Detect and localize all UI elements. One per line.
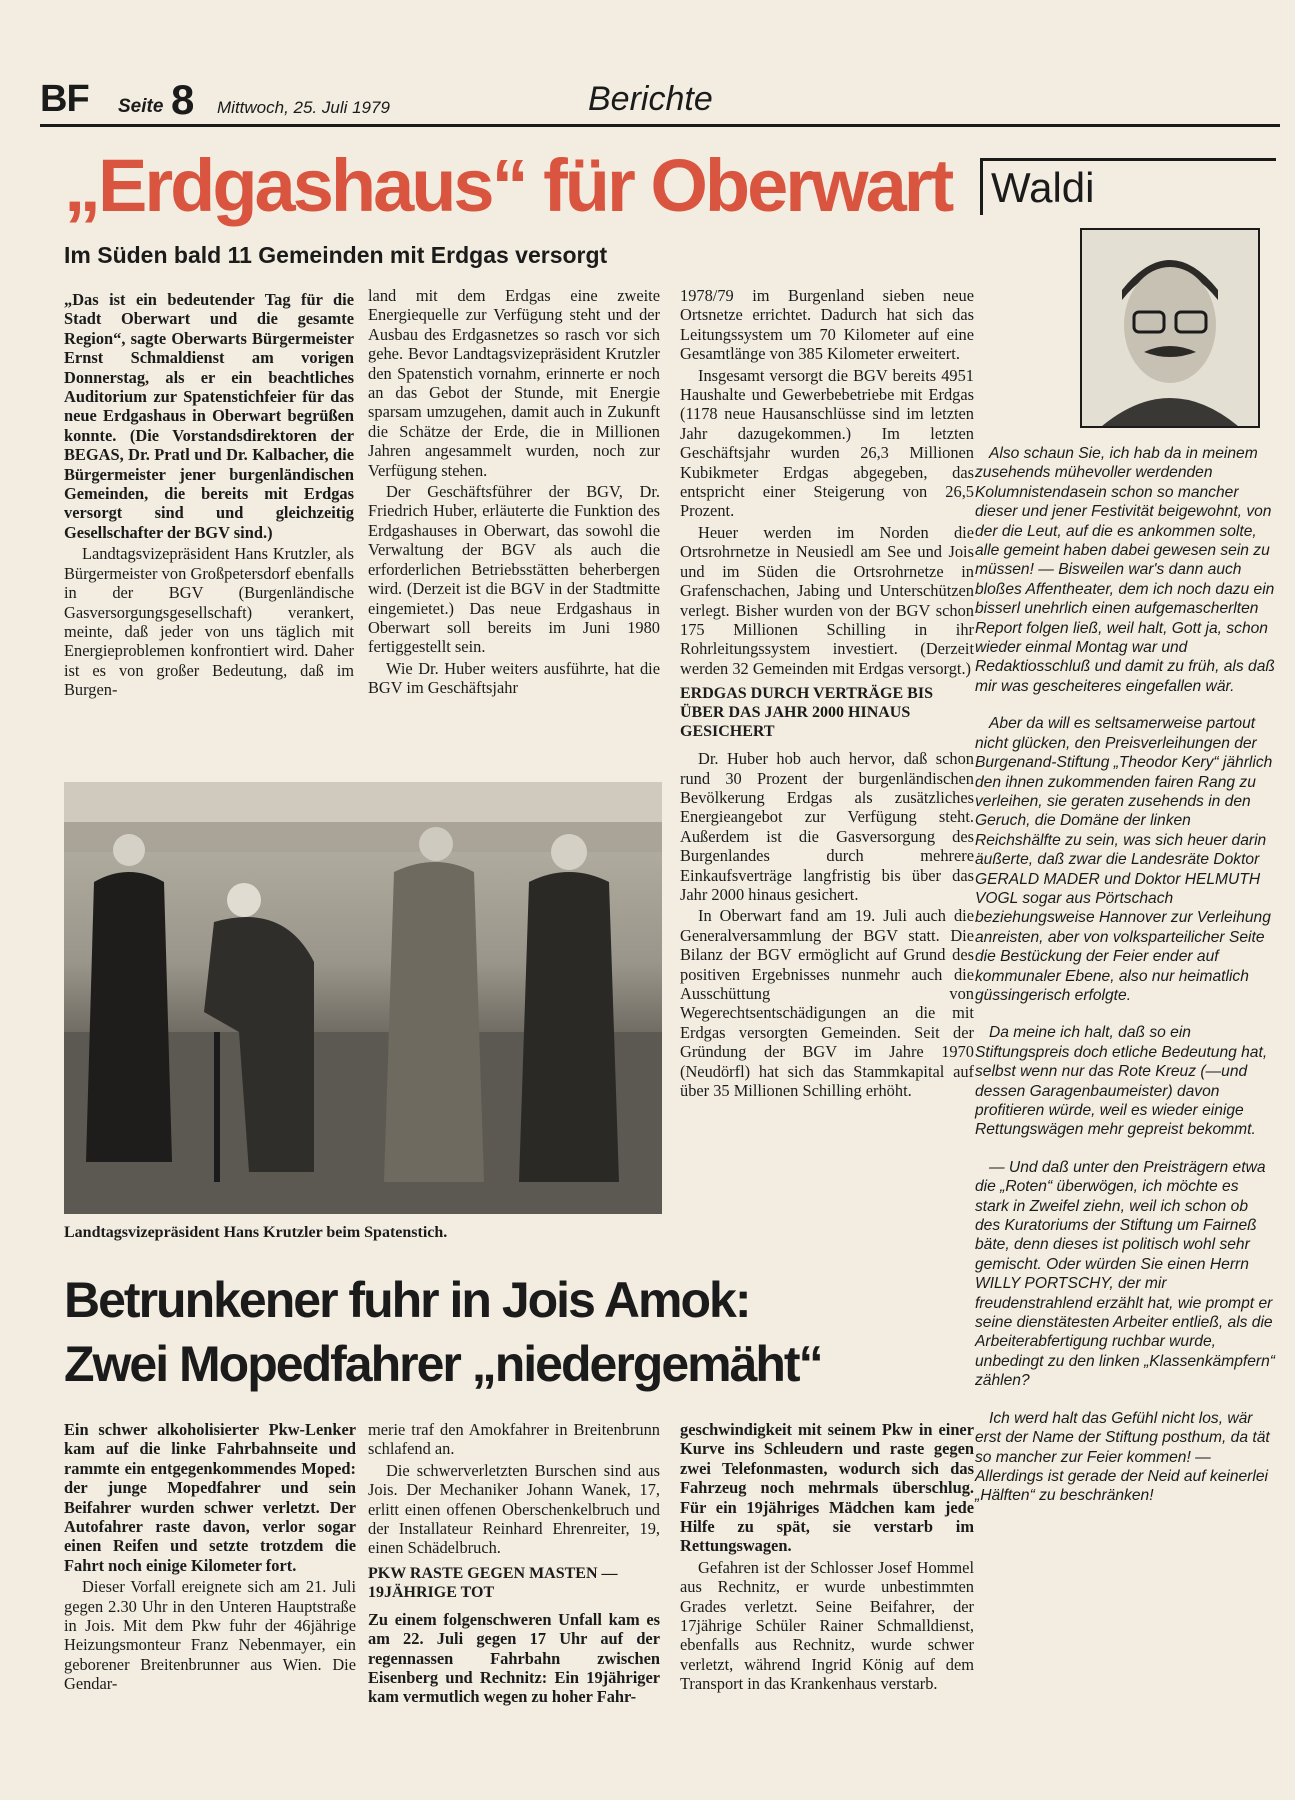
article1-paragraph: Wie Dr. Huber weiters ausführte, hat die BGV im Geschäftsjahr	[368, 658, 660, 698]
article2-paragraph: merie traf den Amokfahrer in Breitenbrunn schlafend an.	[368, 1420, 660, 1459]
page-label: Seite	[118, 96, 164, 117]
waldi-title: Waldi	[980, 158, 1276, 215]
article2-headline	[64, 1268, 976, 1396]
article1-paragraph: Dr. Huber hob auch hervor, daß schon rund 30 Prozent der burgenländischen Bevölkerung Erdgas als zusätzliches Energieangebot zur Verfügung steht. Außerdem ist die Gasversorgung des Burgenlandes durch mehrere Einkaufsverträge langfristig bis über das Jahr 2000 hinaus gesichert.	[680, 749, 974, 904]
article1-column-3	[680, 286, 974, 1102]
article2-headline-line1: Betrunkener fuhr in Jois Amok:	[64, 1272, 750, 1328]
article2-column-2	[368, 1420, 660, 1709]
photo-caption: Landtagsvizepräsident Hans Krutzler beim Spatenstich.	[64, 1224, 448, 1241]
waldi-paragraph: Da meine ich halt, daß so ein Stiftungspreis doch etliche Bedeutung hat, selbst wenn nur das Rote Kreuz (—und dessen Garagenbaumeister) davon profitieren würde, weil es wieder einige Rettungswägen mehr gepreist bekommt.	[975, 1024, 1268, 1139]
waldi-column-header	[980, 158, 1276, 428]
waldi-paragraph: — Und daß unter den Preisträgern etwa die „Roten“ überwögen, ich möchte es stark in Zweifel ziehn, weil ich schon ob des Kuratoriums der Stiftung um Fairneß bäte, denn dieses ist politisch wohl sehr gemischt. Oder würden Sie einen Herrn WILLY PORTSCHY, der mir freudenstrahlend erzählt hat, wie prompt er seine dienstätesten Arbeiter entließ, als die Arbeiterabfertigung ruchbar wurde, unbedingt zu den linken „Klassenkämpfern“ zählen?	[975, 1158, 1275, 1390]
article1-paragraph: land mit dem Erdgas eine zweite Energiequelle zur Verfügung steht und der Ausbau des Erdgasnetzes so rasch vor sich gehe. Bevor Landtagsvizepräsident Krutzler den Spatenstich vornahm, erinnerte er noch an das Gebot der Stunde, mit Energie sparsam umzugehen, damit auch in Zukunft die Schätze der Erde, die in Millionen Jahren angesammelt wurden, noch zur Verfügung stehen.	[368, 286, 660, 480]
waldi-column-text	[975, 444, 1275, 1524]
article1-column-1	[64, 290, 354, 702]
article2-paragraph: Gefahren ist der Schlosser Josef Hommel aus Rechnitz, er wurde unbestimmten Grades verletzt. Seine Beifahrer, der 17jährige Schüler Rainer Schmalldienst, ebenfalls aus Rechnitz, wurde schwer verletzt, während Ingrid König auf dem Transport in das Krankenhaus verstarb.	[680, 1557, 974, 1694]
article2-lead: Ein schwer alkoholisierter Pkw-Lenker kam auf die linke Fahrbahnseite und rammte ein entgegenkommendes Moped: der junge Mopedfahrer und sein Beifahrer wurden schwer verletzt. Der Autofahrer raste davon, verlor sogar einen Reifen und setzte trotzdem die Fahrt noch einige Kilometer fort.	[64, 1420, 356, 1575]
article2-column-1	[64, 1420, 356, 1696]
article1-paragraph: Landtagsvizepräsident Hans Krutzler, als Bürgermeister von Großpetersdorf ebenfalls in der BGV (Burgenländische Gasversorgungsgesellschaft) verankert, meinte, daß jeder von uns täglich mit Energieproblemen konfrontiert wird. Daher ist es von großer Bedeutung, daß im Burgen-	[64, 544, 354, 700]
article2-subheading: PKW RASTE GEGEN MASTEN — 19JÄHRIGE TOT	[368, 1564, 618, 1601]
article2-lead-2: Zu einem folgenschweren Unfall kam es am 22. Juli gegen 17 Uhr auf der regennassen Fahrbahn zwischen Eisenberg und Rechnitz: Ein 19jähriger kam vermutlich wegen zu hoher Fahr-	[368, 1609, 660, 1707]
article2-paragraph: Die schwerverletzten Burschen sind aus Jois. Der Mechaniker Johann Wanek, 17, erlitt einen offenen Oberschenkelbruch und der Installateur Reinhard Ehrenreiter, 19, einen Schädelbruch.	[368, 1460, 660, 1558]
issue-date: Mittwoch, 25. Juli 1979	[217, 98, 390, 117]
article2-headline-line2: Zwei Mopedfahrer „niedergemäht“	[64, 1336, 822, 1392]
columnist-portrait	[1080, 228, 1260, 428]
portrait-illustration	[1082, 230, 1258, 426]
photo-illustration	[64, 782, 662, 1214]
article1-paragraph: In Oberwart fand am 19. Juli auch die Generalversammlung der BGV statt. Die Bilanz der BGV ermöglicht auf Grund des positiven Ergebnisses nunmehr auch die Ausschüttung von Wegerechtsentschädigungen an die mit Erdgas versorgten Gemeinden. Seit der Gründung der BGV im Jahre 1970 (Neudörfl) hat sich das Stammkapital auf über 35 Millionen Schilling erhöht.	[680, 906, 974, 1101]
article1-lead: „Das ist ein bedeutender Tag für die Stadt Oberwart und die gesamte Region“, sagte Oberwarts Bürgermeister Ernst Schmaldienst am vorigen Donnerstag, als er ein beachtliches Auditorium zur Spatenstichfeier für das neue Erdgashaus in Oberwart begrüßen konnte. (Die Vorstandsdirektoren der BEGAS, Dr. Pratl und Dr. Kalbacher, die Bürgermeister jener burgenländischen Gemeinden, die bereits mit Erdgas versorgt sind und gleichzeitig Gesellschafter der BGV sind.)	[64, 290, 354, 542]
article1-subhead: Im Süden bald 11 Gemeinden mit Erdgas versorgt	[64, 242, 608, 268]
header-rule	[40, 124, 1280, 127]
article1-column-2	[368, 286, 660, 700]
article1-paragraph: Der Geschäftsführer der BGV, Dr. Friedrich Huber, erläuterte die Funktion des Erdgashauses in Oberwart, das sowohl die Verwaltung der BGV als auch die erforderlichen Betriebsstätten beherbergen wird. (Derzeit ist die BGV in der Stadtmitte eingemietet.) Das neue Erdgashaus in Oberwart soll bereits im Juni 1980 fertiggestellt sein.	[368, 482, 660, 657]
newspaper-logo: BF	[40, 78, 89, 120]
waldi-paragraph: Ich werd halt das Gefühl nicht los, wär erst der Name der Stiftung posthum, da tät so mancher zur Feier kommen! — Allerdings ist gerade der Neid auf keinerlei „Hälften“ zu beschränken!	[975, 1409, 1270, 1505]
ground-breaking-photo	[64, 782, 662, 1214]
waldi-paragraph: Also schaun Sie, ich hab da in meinem zusehends mühevoller werdenden Kolumnistendasein schon so mancher dieser und jener Festivität beigewohnt, von der die Leut, auf die es ankommen solte, alle gemeint haben dabei gewesen sein zu müssen! — Bisweilen war's dann auch bloßes Affentheater, dem ich noch dazu ein bisserl unehrlich einen aufgemascherlten Report folgen ließ, weil halt, Gott ja, schon wieder einmal Montag war und Redaktiosschluß und damit zu früh, als daß mir was gescheiteres eingefallen wär.	[975, 445, 1275, 695]
article2-paragraph: Dieser Vorfall ereignete sich am 21. Juli gegen 2.30 Uhr in den Unteren Hauptstraße in Jois. Mit dem Pkw fuhr der 46jährige Heizungsmonteur Franz Nebenmayer, ein geborener Breitenbrunner aus Wien. Die Gendar-	[64, 1577, 356, 1694]
section-title: Berichte	[588, 80, 713, 118]
article1-paragraph: 1978/79 im Burgenland sieben neue Ortsnetze errichtet. Dadurch hat sich das Leitungssystem um 70 Kilometer auf eine Gesamtlänge von 385 Kilometer erweitert.	[680, 286, 974, 364]
page-number: 8	[171, 76, 195, 123]
article2-lead-3: geschwindigkeit mit seinem Pkw in einer Kurve ins Schleudern und raste gegen zwei Telefonmasten, wodurch sich das Fahrzeug noch mehrmals überschlug. Für ein 19jähriges Mädchen kam jede Hilfe zu spät, sie verstarb im Rettungswagen.	[680, 1420, 974, 1556]
article2-column-3	[680, 1420, 974, 1696]
article1-paragraph: Insgesamt versorgt die BGV bereits 4951 Haushalte und Gewerbebetriebe mit Erdgas (1178 neue Hausanschlüsse sind im letzten Jahr dazugekommen.) Im letzten Geschäftsjahr wurden 26,3 Millionen Kubikmeter Erdgas abgegeben, das entspricht einer Steigerung von 26,5 Prozent.	[680, 365, 974, 521]
article1-headline: „Erdgashaus“ für Oberwart	[64, 144, 952, 227]
page-header	[40, 78, 1280, 128]
article1-paragraph: Heuer werden im Norden die Ortsrohrnetze in Neusiedl am See und Jois und im Süden die Ortsrohrnetze in Grafenschachen, Jabing und Unterschützen verlegt. Bisher wurden von der BGV schon 175 Millionen Schilling in ihr Rohrleitungssystem investiert. (Derzeit werden 32 Gemeinden mit Erdgas versorgt.)	[680, 522, 974, 678]
waldi-paragraph: Aber da will es seltsamerweise partout nicht glücken, den Preisverleihungen der Burgenand-Stiftung „Theodor Kery“ jährlich den ihnen zukommenden fairen Rang zu verleihen, sie geraten zusehends in den Geruch, die Domäne der linken Reichshälfte zu sein, was sich heuer darin äußerte, daß zwar die Landesräte Doktor GERALD MADER und Doktor HELMUTH VOGL sogar aus Pörtschach beziehungsweise Hannover zur Verleihung anreisten, aber von volksparteilicher Seite die Bestückung der Feier ender auf kommunaler Ebene, also nur heimatlich güssingerisch erfolgte.	[975, 715, 1273, 1004]
article1-subheading: ERDGAS DURCH VERTRÄGE BIS ÜBER DAS JAHR 2000 HINAUS GESICHERT	[680, 685, 933, 741]
